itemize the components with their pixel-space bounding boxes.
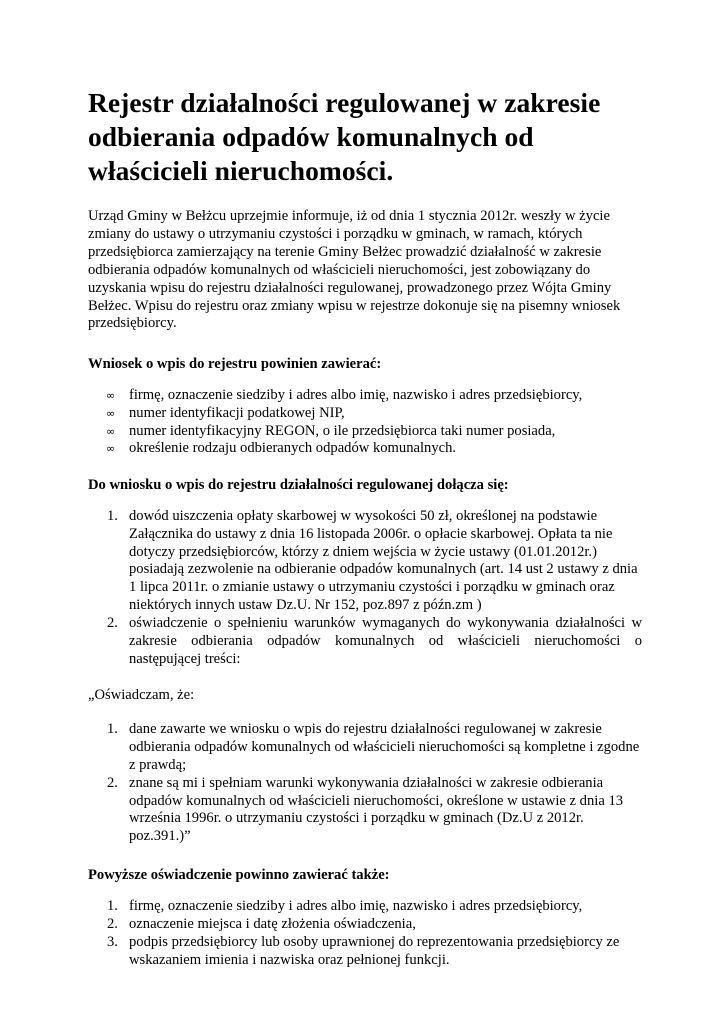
bullet-icon: ∞: [106, 424, 116, 438]
list-item: 1. dowód uiszczenia opłaty skarbowej w wysokości 50 zł, określonej na podstawie Załącznika do ustawy z dnia 16 listopada 2006r. o opłacie skarbowej. Opłata ta nie dotyczy przedsiębiorców, którzy z dniem wejścia w życie ustawy (01.01.2012r.) posiadają zezwolenie na odbieranie odpadów komunalnych (art. 14 ust 2 ustawy z dnia 1 lipca 2011r. o zmianie ustawy o utrzymaniu czystości i porządku w gminach oraz niektórych innych ustaw Dz.U. Nr 152, poz.897 z późn.zm ): [107, 507, 638, 614]
bullet-icon: ∞: [106, 389, 116, 403]
section1-heading: Wniosek o wpis do rejestru powinien zawierać:: [88, 356, 382, 373]
list-item: ∞ numer identyfikacji podatkowej NIP,: [106, 404, 345, 421]
list-item: 2. oznaczenie miejsca i datę złożenia oświadczenia,: [107, 916, 416, 933]
section3-list: [88, 898, 642, 970]
document-page: [88, 86, 642, 970]
list-item: ∞ numer identyfikacyjny REGON, o ile przedsiębiorca taki numer posiada,: [106, 422, 556, 439]
list-item: 1. firmę, oznaczenie siedziby i adres albo imię, nazwisko i adres przedsiębiorcy,: [107, 898, 583, 915]
list-item: ∞ firmę, oznaczenie siedziby i adres albo imię, nazwisko i adres przedsiębiorcy,: [106, 387, 583, 404]
list-item: 1. dane zawarte we wniosku o wpis do rejestru działalności regulowanej w zakresie odbierania odpadów komunalnych od właścicieli nieruchomości są kompletne i zgodne z prawdą;: [107, 720, 640, 773]
section2-list: [88, 508, 642, 669]
bullet-icon: ∞: [106, 406, 116, 420]
list-item: ∞ określenie rodzaju odbieranych odpadów komunalnych.: [106, 440, 457, 457]
page-title: Rejestr działalności regulowanej w zakresie odbierania odpadów komunalnych od właścicieli nieruchomości.: [88, 87, 601, 186]
declaration-list: [88, 721, 642, 846]
list-item: 3. podpis przedsiębiorcy lub osoby uprawnionej do reprezentowania przedsiębiorcy ze wskazaniem imienia i nazwiska oraz pełnionej funkcji.: [107, 934, 620, 968]
intro-paragraph: Urząd Gminy w Bełżcu uprzejmie informuje, iż od dnia 1 stycznia 2012r. weszły w życie zmiany do ustawy o utrzymaniu czystości i porządku w gminach, w ramach, których przedsiębiorca zamierzający na terenie Gminy Bełżec prowadzić działalność w zakresie odbierania odpadów komunalnych od właścicieli nieruchomości, jest zobowiązany do uzyskania wpisu do rejestru działalności regulowanej, prowadzonego przez Wójta Gminy Bełżec. Wpisu do rejestru oraz zmiany wpisu w rejestrze dokonuje się na pisemny wniosek przedsiębiorcy.: [88, 208, 621, 332]
list-item: 2. oświadczenie o spełnieniu warunków wymaganych do wykonywania działalności w zakresie odbierania odpadów komunalnych od właścicieli nieruchomości o następującej treści:: [107, 615, 642, 667]
bullet-icon: ∞: [106, 442, 116, 456]
section1-list: [88, 387, 642, 457]
section2-heading: Do wniosku o wpis do rejestru działalności regulowanej dołącza się:: [88, 476, 509, 493]
list-item: 2. znane są mi i spełniam warunki wykonywania działalności w zakresie odbierania odpadów komunalnych od właścicieli nieruchomości, określone w ustawie z dnia 13 września 1996r. o utrzymaniu czystości i porządku w gminach (Dz.U z 2012r. poz.391.)”: [107, 774, 624, 845]
declaration-opening: „Oświadczam, że:: [88, 686, 195, 703]
section3-heading: Powyższe oświadczenie powinno zawierać także:: [88, 867, 390, 884]
